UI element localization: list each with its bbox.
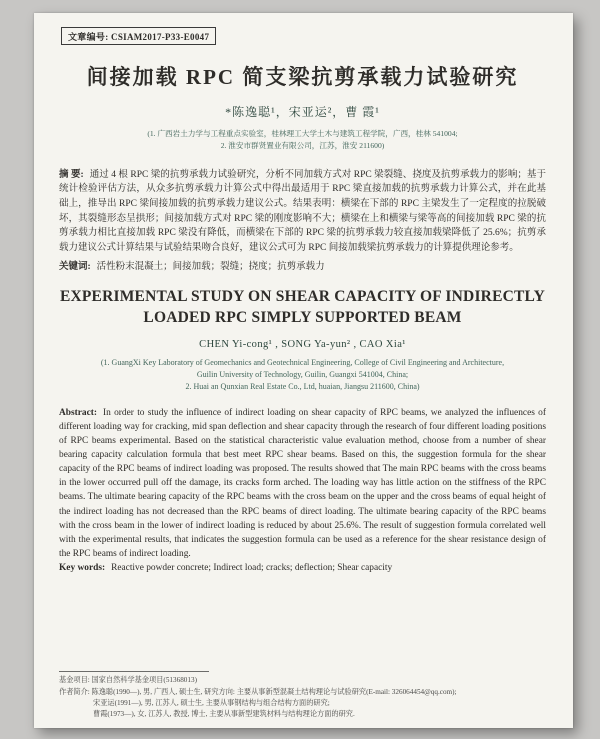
chinese-affiliation-line-2: 2. 淮安市群贤置业有限公司，江苏，淮安 211600) <box>220 140 385 150</box>
english-affiliations <box>59 357 546 394</box>
chinese-abstract-text: 通过 4 根 RPC 梁的抗剪承载力试验研究，分析不同加载方式对 RPC 梁裂缝、挠度及抗剪承载力的影响；基于统计检验评估方法，从众多抗剪承载力计算公式中得出最适用于 RPC 梁直接加载的抗剪承载力计算公式，并在此基础上，推导出 RPC 梁间接加载的抗剪承载力建议公式。结果表明：横梁在下部的 RPC 主梁发生了一定程度的拉脱破坏，其裂缝形态呈拱形；间接加载方式对 RPC 梁的刚度影响不大；横梁在上和横梁与梁等高的间接加载 RPC 梁的抗剪承载力相比直接加载 RPC 梁没有降低，而横梁在下部的 RPC 梁的抗剪承载力较直接加载梁降低了 25.6%；抗剪承载力建议公式计算结果与试验结果吻合良好，建议公式可为 RPC 间接加载梁抗剪承载力的计算提供理论参考。 <box>59 169 546 254</box>
chinese-abstract <box>59 168 546 256</box>
article-number-box <box>61 27 216 45</box>
footnote-author-bio-3: 曹霞(1973—), 女, 江苏人, 教授, 博士, 主要从事新型建筑材料与结构理论方面的研究. <box>93 709 355 718</box>
english-abstract <box>59 406 546 561</box>
article-number: 文章编号: CSIAM2017-P33-E0047 <box>68 32 210 42</box>
english-title <box>59 286 546 329</box>
chinese-title: 间接加载 RPC 简支梁抗剪承载力试验研究 <box>86 65 519 89</box>
footnote-funding: 基金项目: 国家自然科学基金项目(51368013) <box>59 676 197 685</box>
footnote-author-bio-2: 宋亚运(1991—), 男, 江苏人, 硕士生, 主要从事钢结构与组合结构方面的研究; <box>93 698 330 707</box>
footnote-author-bio-1: 作者简介: 陈逸聪(1990—), 男, 广西人, 硕士生, 研究方向: 主要从事新型混凝土结构理论与试验研究(E-mail: 326064454@qq.com); <box>59 687 457 696</box>
footnote-block <box>59 668 546 720</box>
chinese-affiliations <box>59 128 546 152</box>
chinese-keywords-text: 活性粉末混凝土；间接加载；裂缝；挠度；抗剪承载力 <box>96 261 325 272</box>
english-keywords <box>59 563 546 573</box>
chinese-keywords <box>59 258 546 272</box>
chinese-abstract-label: 摘 要: <box>59 169 84 180</box>
english-affiliation-line-2: Guilin University of Technology, Guilin, Guangxi 541004, China; <box>196 369 409 379</box>
english-title-line-2: LOADED RPC SIMPLY SUPPORTED BEAM <box>143 309 462 327</box>
english-abstract-text: In order to study the influence of indirect loading on shear capacity of RPC beams, we analyzed the influences of different loading way for cracking, mid span deflection and shear capacity through the research of four different loading positions of RPC beams experimental. Based on the statistical characteristic value evaluation method, choose from a number of shear bearing capacity calculation formula that best meet RPC shear beams. Based on this, the suggestion formula for the shear capacity of the RPC beams of indirect loading was proposed. The results showed that The main RPC beams with the cross beams in the lower occurred pull off the damage, its cracks form arched. The loading way has little action on the stiffness of the RPC beams. The ultimate bearing capacity of the RPC beams with the cross beam on the upper and the cross beams of equal height of the indirect loading has not decreased than the RPC beams of direct loading. The ultimate bearing capacity of the RPC beams with the cross beam in the lower of indirect loading is reduced by about 25.6%. The result of suggestion formula correlated well with the experimental results, that indicates the suggestion formula can be used as a reference for the shear resistance design of the RPC beams of indirect loading. <box>59 407 546 559</box>
paper-page <box>34 13 573 728</box>
chinese-affiliation-line-1: (1. 广西岩土力学与工程重点实验室，桂林理工大学土木与建筑工程学院，广西，桂林 541004; <box>147 129 458 138</box>
english-abstract-label: Abstract: <box>59 407 98 418</box>
english-keywords-label: Key words: <box>59 562 106 573</box>
english-affiliation-line-1: (1. GuangXi Key Laboratory of Geomechanics and Geotechnical Engineering, College of Civil Engineering and Architecture, <box>100 357 505 367</box>
chinese-keywords-label: 关键词: <box>59 261 91 272</box>
footnote-divider <box>59 671 209 672</box>
english-affiliation-line-3: 2. Huai an Qunxian Real Estate Co., Ltd, huaian, Jiangsu 211600, China) <box>185 382 420 392</box>
chinese-authors: *陈逸聪¹，宋亚运²，曹 霞¹ <box>225 105 380 119</box>
english-title-line-1: EXPERIMENTAL STUDY ON SHEAR CAPACITY OF INDIRECTLY <box>59 287 546 305</box>
english-authors: CHEN Yi-cong¹ , SONG Ya-yun² , CAO Xia¹ <box>199 338 406 350</box>
english-keywords-text: Reactive powder concrete; Indirect load; cracks; deflection; Shear capacity <box>111 562 393 573</box>
